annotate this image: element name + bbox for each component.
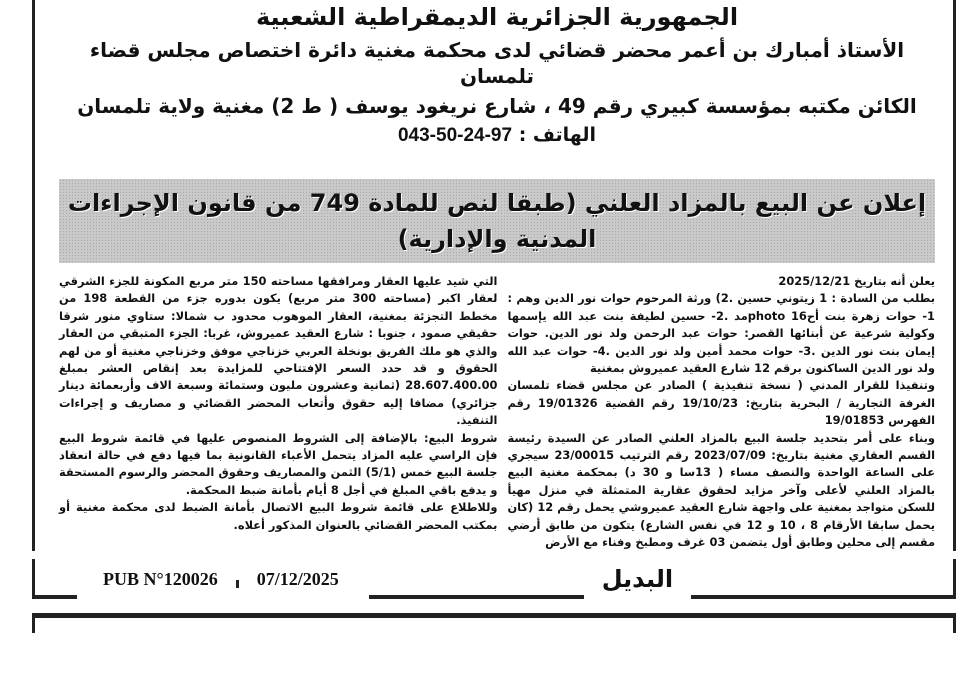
paragraph: يعلن أنه بتاريخ 2025/12/21 xyxy=(778,273,935,288)
left-column xyxy=(59,273,497,552)
separator xyxy=(236,580,239,588)
notice-border xyxy=(32,0,956,551)
phone-number: 043-50-24-97 xyxy=(397,125,513,147)
paragraph: وبناء على أمر بتحديد جلسة البيع بالمزاد العلني الصادر عن السيدة رئيسة القسم العقاري مغنية بتاريخ: 2023/07/09 رقم الترتيب 23/00015 سيجري على الساعة الواحدة والنصف مساء ( 13سا و 30 د) بمحكمة مغنية البيع بالمزاد العلني لأعلى وآخر مزايد لحقوق عقارية المتمثلة في منزل مهيأ للسكن متواجد بمغنية على واجهة شارع العقيد عميروشي يحمل رقم 12 (كان يحمل سابقا الأرقام 8 ، 10 و 12 في نفس الشارع) يتكون من طابق أرضي مقسم إلى محلين وطابق أول يتضمن 03 غرف ومطبخ وفناء مع الأرض xyxy=(507,430,936,549)
republic-title: الجمهورية الجزائرية الديمقراطية الشعبية xyxy=(255,3,739,31)
publication-date: 07/12/2025 xyxy=(256,568,339,589)
border-segment xyxy=(369,595,584,599)
body-columns xyxy=(59,273,935,552)
next-notice-border xyxy=(32,613,956,633)
paragraph: شروط البيع: بالإضافة إلى الشروط المنصوص عليها في قائمة شروط البيع فإن الراسي عليه المزاد يتحمل الأعباء القانونية بما فيها دفع في حالة انعقاد جلسة البيع خمس (5/1) الثمن والمصاريف وحقوق المحضر والرسوم المستحقة و يدفع باقي المبلغ في أجل 8 أيام بأمانة ضبط المحكمة. xyxy=(59,430,498,497)
border-edge xyxy=(32,559,35,599)
newspaper-name: البديل xyxy=(601,565,674,594)
paragraph: التي شيد عليها العقار ومرافقها مساحته 150 متر مربع المكونة للجزء الشرقي لعقار اكبر (مساحته 300 متر مربع) يكون بدوره جزء من القطعة 198 من مخطط التجزئة بمغنية، العقار الموهوب محدود ب شمالا: ستاوي منور شرقا حقيقي صمود ، جنوبا : شارع العقيد عميروش، غربا: الجزء المتبقي من العقار والذي هو ملك الفريق بونخلة العربي خزناجي موفق وخزناجي مغنية أو من لهم الحقوق و قد حدد السعر الإفتتاحي للمزايدة بعد إنقاص العشر بمبلغ 28.607.400.00 (ثمانية وعشرون مليون وستمائة وسبعة الاف وأربعمائة دينار جزائري) مضافا إليه حقوق وأتعاب المحضر القضائي و مصاريف و إجراءات التنفيذ. xyxy=(59,273,498,428)
address-line: الكائن مكتبه بمؤسسة كبيري رقم 49 ، شارع نريغود يوسف ( ط 2) مغنية ولاية تلمسان xyxy=(77,94,917,119)
border-segment xyxy=(691,595,953,599)
phone-line xyxy=(59,123,935,149)
paragraph: بطلب من السادة : 1 زيتوني حسين .2) ورثة المرحوم حوات نور الدين وهم : 1- حوات زهرة بنت أحphoto 16مد .2- حسين لطيفة بنت عبد الله يإسمها وكولية شرعية عن أبنائها القصر: حوات عبد الرحمن ولد نور الدين. حوات إيمان بنت نور الدين .3- حوات محمد أمين ولد نور الدين .4- حوات عبد الله ولد نور الدين الساكنون برقم 12 شارع العقيد عميروش بمغنية xyxy=(507,291,936,375)
bailiff-line: الأستاذ أمبارك بن أعمر محضر قضائي لدى محكمة مغنية دائرة اختصاص مجلس قضاء تلمسان xyxy=(89,38,905,89)
notice-footer xyxy=(32,559,956,599)
right-column xyxy=(507,273,935,552)
border-segment xyxy=(35,595,77,599)
paragraph: وللاطلاع على قائمة شروط البيع الاتصال بأمانة الضبط لدى محكمة مغنية أو بمكتب المحضر القضائي بالعنوان المذكور أعلاه. xyxy=(59,500,498,532)
pub-number: PUB N°120026 xyxy=(103,568,218,589)
paragraph: وتنفيذا للقرار المدني ( نسخة تنفيذية ) الصادر عن مجلس قضاء تلمسان الغرفة التجارية / البحرية بتاريخ: 19/10/23 رقم القضية 19/01326 رقم الفهرس 19/01853 xyxy=(507,378,935,428)
phone-label: الهاتف : xyxy=(518,124,597,147)
notice-heading: إعلان عن البيع بالمزاد العلني (طبقا لنص للمادة 749 من قانون الإجراءات المدنية والإدارية) xyxy=(59,179,935,263)
border-edge xyxy=(953,559,956,599)
